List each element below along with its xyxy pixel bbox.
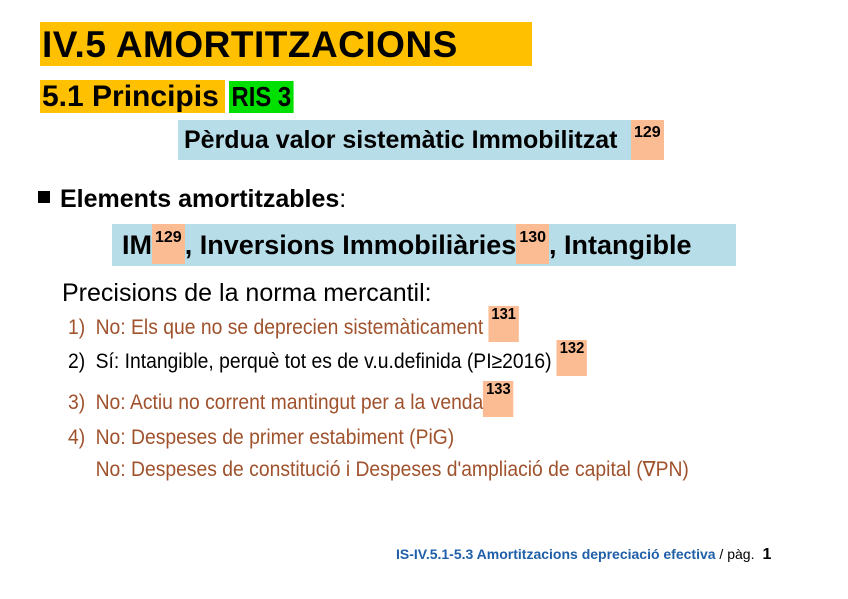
list-item [68, 306, 519, 342]
list-item-number: 4) [68, 426, 86, 449]
subtitle-box: Pèrdua valor sistemàtic Immobilitzat [178, 120, 634, 160]
list-item [68, 424, 454, 452]
list-item-continuation [68, 456, 689, 484]
list-item [68, 381, 513, 417]
section-title [40, 78, 305, 114]
list-item-text: No: Els que no se deprecien sistemàticament [95, 316, 484, 339]
elements-list-box [112, 224, 736, 266]
list-item [68, 340, 587, 376]
list-item-text: Sí: Intangible, perquè tot es de v.u.definida (PI≥2016) [95, 350, 552, 373]
footer-page-label: / pàg. [715, 546, 755, 562]
ref-131-badge: 131 [489, 306, 519, 342]
ref-133-badge: 133 [483, 381, 513, 417]
square-bullet-icon [38, 191, 50, 203]
inv-label: , Inversions Immobiliàries [184, 230, 517, 260]
footer-code: IS-IV.5.1-5.3 Amortitzacions depreciació efectiva [396, 546, 716, 562]
ref-129-badge: 129 [631, 120, 664, 160]
ris-badge: RIS 3 [229, 81, 294, 113]
subtitle-ref [631, 120, 669, 160]
im-label: IM [122, 230, 152, 260]
list-item-number: 1) [68, 316, 86, 339]
ref-129-badge: 129 [152, 224, 185, 264]
intangible-label: , Intangible [549, 230, 692, 260]
elements-bullet [38, 183, 346, 215]
precisions-title: Precisions de la norma mercantil: [62, 279, 432, 307]
list-item-number: 2) [68, 350, 86, 373]
list-item-number: 3) [68, 391, 86, 414]
footer [396, 544, 771, 565]
section-title-text: 5.1 Principis [40, 80, 225, 113]
elements-label: Elements amortitzables [60, 185, 340, 213]
list-item-text: No: Actiu no corrent mantingut per a la venda [95, 391, 484, 414]
page-title: IV.5 AMORTITZACIONS [40, 22, 532, 66]
page-number: 1 [762, 546, 772, 563]
ref-132-badge: 132 [557, 340, 587, 376]
list-item-text: No: Despeses de primer estabiment (PiG) [95, 426, 455, 449]
ref-130-badge: 130 [516, 224, 549, 264]
elements-colon: : [339, 185, 347, 213]
list-item-text: No: Despeses de constitució i Despeses d'ampliació de capital (∇PN) [95, 458, 689, 481]
